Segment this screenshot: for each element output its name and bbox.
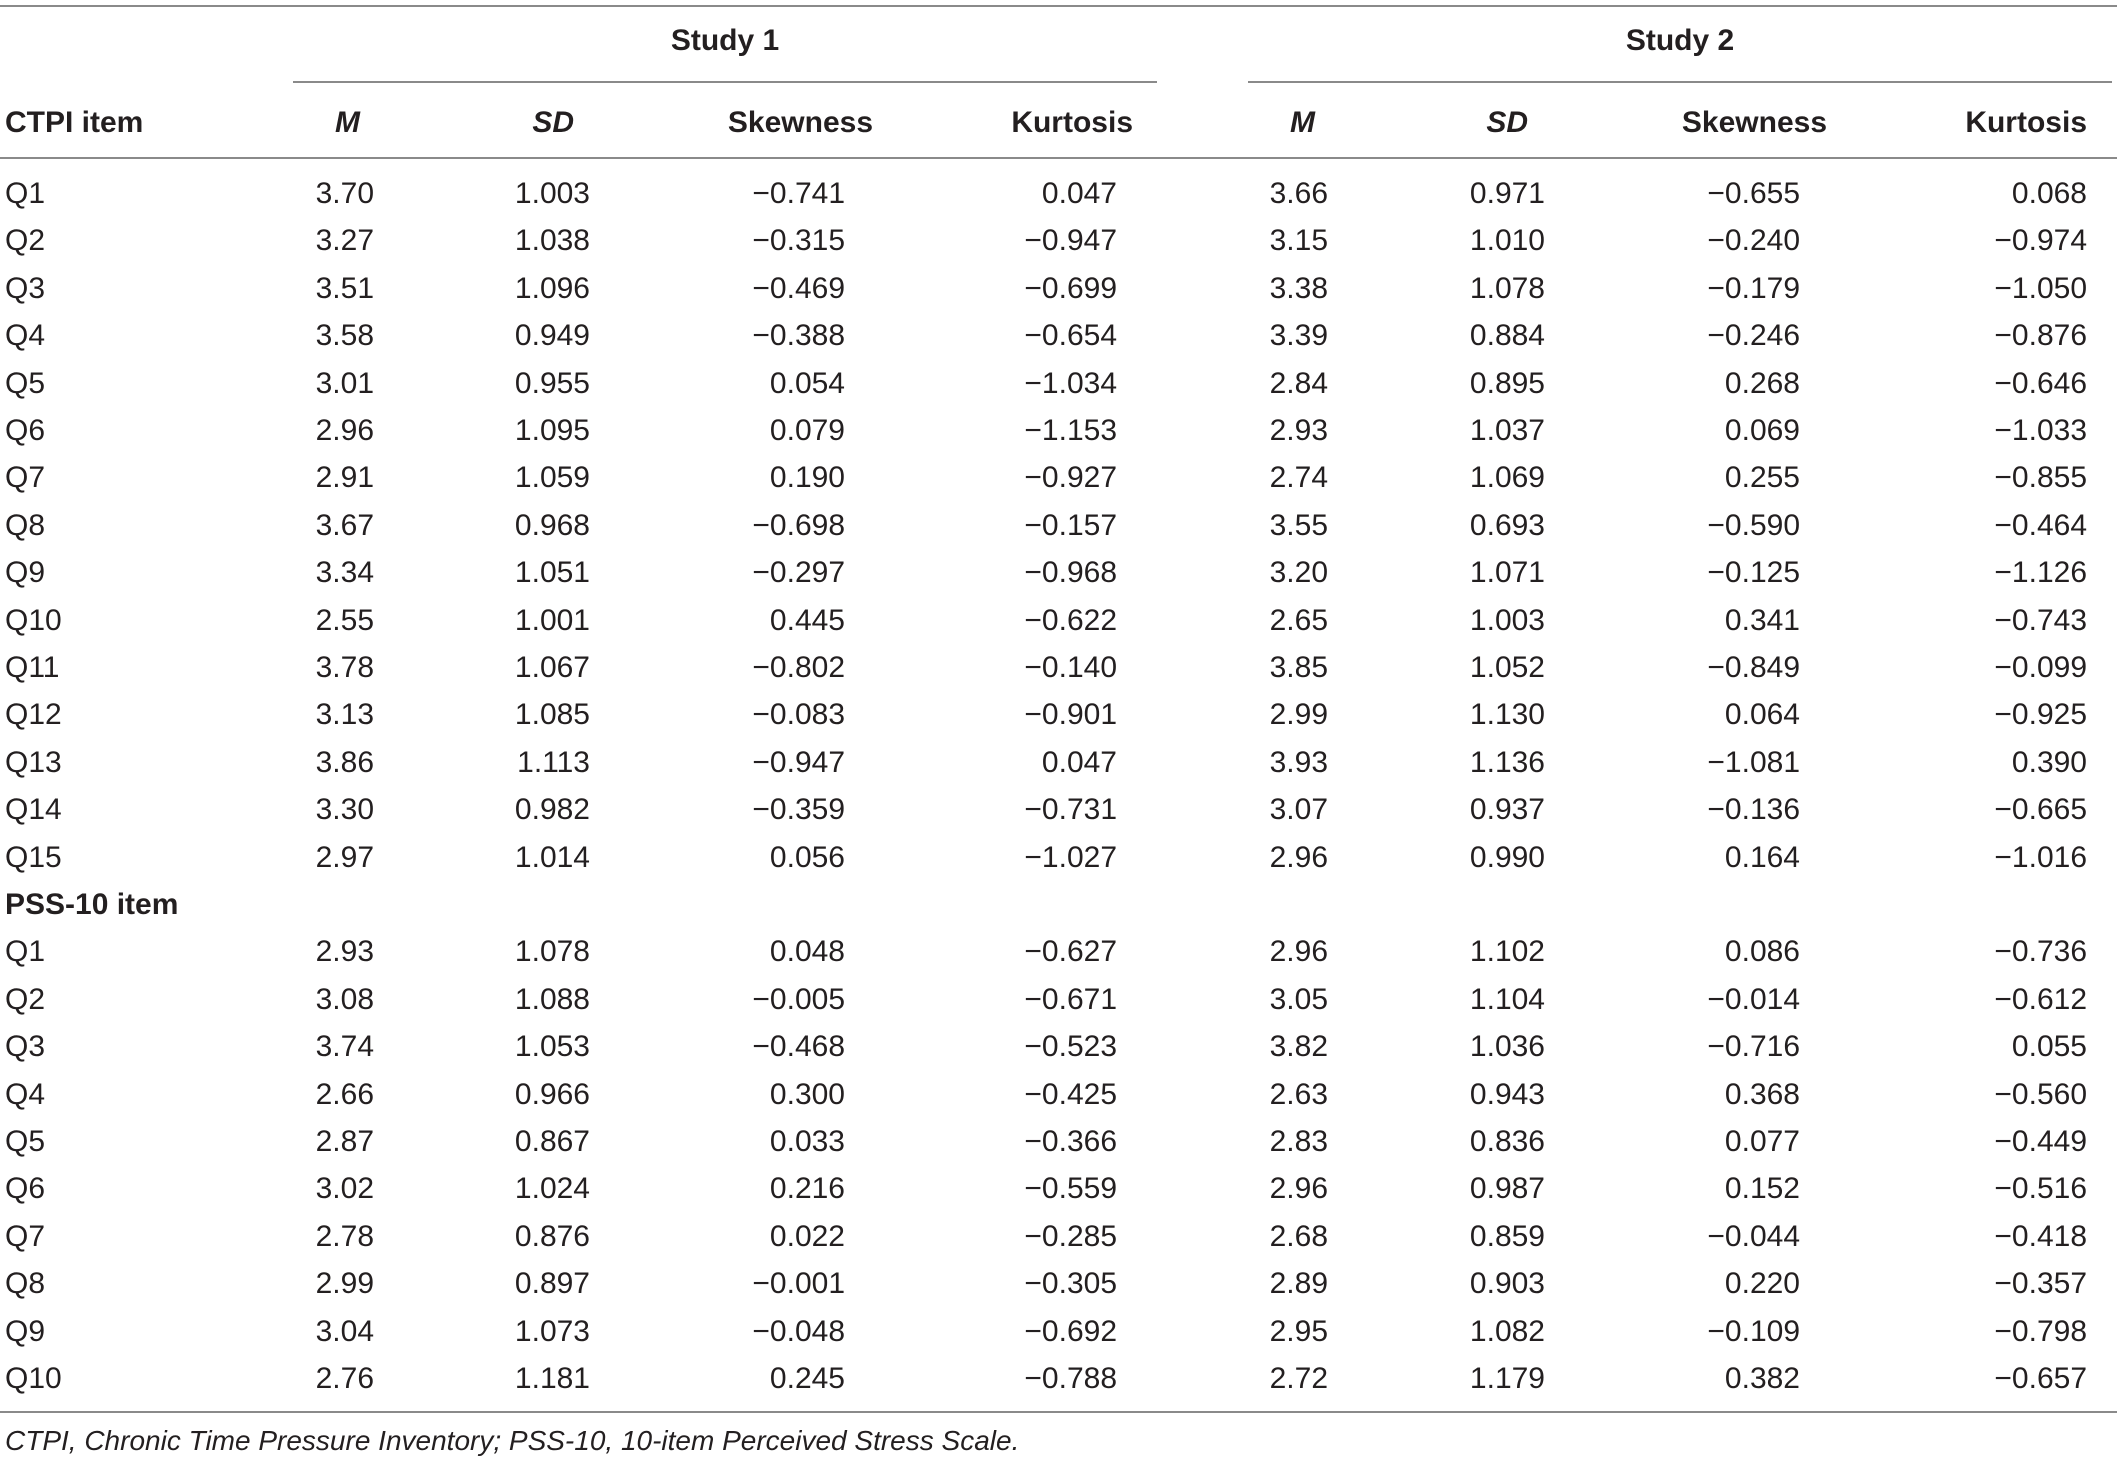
- study-2-sd-cell: 0.895: [1469, 367, 1545, 400]
- study-1-sd-cell: 1.014: [514, 841, 590, 874]
- study-1-skewness-cell: 0.245: [769, 1362, 845, 1395]
- study-1-sd-cell: 1.095: [514, 414, 590, 447]
- study-1-m-cell: 3.08: [315, 983, 374, 1016]
- row-item-label: Q10: [5, 604, 62, 637]
- study-1-sd-cell: 1.059: [514, 461, 590, 494]
- study-1-skewness-cell: −0.005: [752, 983, 845, 1016]
- study-1-sd-cell: 0.968: [514, 509, 590, 542]
- study-2-kurtosis-cell: −0.657: [1994, 1362, 2087, 1395]
- study-2-kurtosis-cell: −0.612: [1994, 983, 2087, 1016]
- row-item-label: Q7: [5, 1220, 46, 1253]
- study-1-skewness-cell: −0.947: [752, 746, 845, 779]
- study-1-skewness-cell: −0.083: [752, 698, 845, 731]
- study-1-sd-cell: 1.001: [514, 604, 590, 637]
- section-label: PSS-10 item: [5, 888, 179, 921]
- study-1-skewness-cell: 0.190: [769, 461, 845, 494]
- study-2-skewness-cell: 0.382: [1724, 1362, 1800, 1395]
- row-item-label: Q2: [5, 224, 46, 257]
- study-2-sd-cell: 1.037: [1469, 414, 1545, 447]
- study-1-m-cell: 3.86: [315, 746, 374, 779]
- study-2-skewness-cell: −0.240: [1707, 224, 1800, 257]
- row-item-label: Q6: [5, 1172, 46, 1205]
- study-2-kurtosis-cell: −0.665: [1994, 793, 2087, 826]
- study-2-skewness-cell: 0.086: [1724, 935, 1800, 968]
- study-1-skewness-cell: 0.079: [769, 414, 845, 447]
- study-1-m-cell: 3.30: [315, 793, 374, 826]
- study-2-m-cell: 2.68: [1269, 1220, 1328, 1253]
- study-1-sd-cell: 0.867: [514, 1125, 590, 1158]
- study-2-sd-cell: 1.078: [1469, 272, 1545, 305]
- study-2-kurtosis-cell: −0.099: [1994, 651, 2087, 684]
- row-item-label: Q6: [5, 414, 46, 447]
- study-1-skewness-cell: 0.056: [769, 841, 845, 874]
- study-1-skewness-cell: −0.469: [752, 272, 845, 305]
- study-1-skewness-cell: 0.300: [769, 1078, 845, 1111]
- s2-kurtosis-header: Kurtosis: [1965, 106, 2087, 139]
- row-item-label: Q4: [5, 319, 46, 352]
- study-2-sd-cell: 1.130: [1469, 698, 1545, 731]
- study-1-skewness-cell: 0.445: [769, 604, 845, 637]
- study-2-m-cell: 3.39: [1269, 319, 1328, 352]
- study-2-kurtosis-cell: −0.560: [1994, 1078, 2087, 1111]
- row-item-label: Q8: [5, 509, 46, 542]
- study-1-m-cell: 3.27: [315, 224, 374, 257]
- study-1-skewness-cell: −0.468: [752, 1030, 845, 1063]
- row-item-label: Q15: [5, 841, 62, 874]
- study-1-m-cell: 3.58: [315, 319, 374, 352]
- study-2-skewness-cell: −0.179: [1707, 272, 1800, 305]
- study-1-skewness-cell: −0.048: [752, 1315, 845, 1348]
- study-2-m-cell: 2.96: [1269, 935, 1328, 968]
- study-1-m-cell: 2.93: [315, 935, 374, 968]
- study-2-m-cell: 2.72: [1269, 1362, 1328, 1395]
- study-2-skewness-cell: −0.125: [1707, 556, 1800, 589]
- table-footnote: CTPI, Chronic Time Pressure Inventory; PSS-10, 10-item Perceived Stress Scale.: [5, 1425, 1020, 1456]
- study-1-m-cell: 2.55: [315, 604, 374, 637]
- study-2-m-cell: 2.96: [1269, 1172, 1328, 1205]
- row-item-label: Q3: [5, 1030, 46, 1063]
- study-2-kurtosis-cell: −0.743: [1994, 604, 2087, 637]
- study-1-sd-cell: 0.876: [514, 1220, 590, 1253]
- row-item-label: Q5: [5, 1125, 46, 1158]
- study-2-sd-cell: 1.036: [1469, 1030, 1545, 1063]
- study-2-skewness-cell: −0.246: [1707, 319, 1800, 352]
- study-2-sd-cell: 0.836: [1469, 1125, 1545, 1158]
- study-2-sd-cell: 0.971: [1469, 177, 1545, 210]
- study-2-kurtosis-cell: −0.357: [1994, 1267, 2087, 1300]
- row-item-label: Q9: [5, 1315, 46, 1348]
- study-1-m-cell: 2.96: [315, 414, 374, 447]
- row-item-label: Q12: [5, 698, 62, 731]
- study-2-kurtosis-cell: 0.055: [2011, 1030, 2087, 1063]
- study-1-skewness-cell: 0.216: [769, 1172, 845, 1205]
- study-2-m-cell: 3.15: [1269, 224, 1328, 257]
- study-2-kurtosis-cell: −0.646: [1994, 367, 2087, 400]
- study-1-sd-cell: 1.085: [514, 698, 590, 731]
- study-1-sd-cell: 1.067: [514, 651, 590, 684]
- study-2-kurtosis-cell: −0.464: [1994, 509, 2087, 542]
- study-2-m-cell: 3.38: [1269, 272, 1328, 305]
- study-1-sd-cell: 1.096: [514, 272, 590, 305]
- study-2-kurtosis-cell: −0.855: [1994, 461, 2087, 494]
- study-1-m-cell: 2.66: [315, 1078, 374, 1111]
- study-1-kurtosis-cell: −1.027: [1024, 841, 1117, 874]
- study-2-sd-cell: 0.943: [1469, 1078, 1545, 1111]
- s1-skewness-header: Skewness: [727, 106, 873, 139]
- study-1-kurtosis-cell: −0.788: [1024, 1362, 1117, 1395]
- study-1-kurtosis-cell: −0.654: [1024, 319, 1117, 352]
- study-1-skewness-cell: 0.022: [769, 1220, 845, 1253]
- group-header-study-2: Study 2: [1625, 24, 1735, 57]
- study-2-m-cell: 2.89: [1269, 1267, 1328, 1300]
- study-2-sd-cell: 1.052: [1469, 651, 1545, 684]
- row-item-label: Q1: [5, 177, 46, 210]
- study-1-sd-cell: 0.897: [514, 1267, 590, 1300]
- study-1-m-cell: 3.78: [315, 651, 374, 684]
- study-2-kurtosis-cell: −0.449: [1994, 1125, 2087, 1158]
- study-1-m-cell: 2.97: [315, 841, 374, 874]
- study-1-kurtosis-cell: −0.692: [1024, 1315, 1117, 1348]
- s2-sd-header: SD: [1486, 106, 1528, 139]
- study-1-skewness-cell: 0.033: [769, 1125, 845, 1158]
- study-2-kurtosis-cell: −1.016: [1994, 841, 2087, 874]
- study-2-m-cell: 3.55: [1269, 509, 1328, 542]
- study-2-m-cell: 3.05: [1269, 983, 1328, 1016]
- study-2-skewness-cell: 0.164: [1724, 841, 1800, 874]
- study-1-sd-cell: 1.113: [517, 746, 590, 779]
- study-2-skewness-cell: 0.077: [1724, 1125, 1800, 1158]
- study-2-m-cell: 2.83: [1269, 1125, 1328, 1158]
- study-1-skewness-cell: −0.001: [752, 1267, 845, 1300]
- study-2-sd-cell: 0.987: [1469, 1172, 1545, 1205]
- study-1-sd-cell: 1.038: [514, 224, 590, 257]
- study-2-skewness-cell: −0.014: [1707, 983, 1800, 1016]
- study-1-skewness-cell: −0.802: [752, 651, 845, 684]
- study-2-skewness-cell: −0.136: [1707, 793, 1800, 826]
- study-2-sd-cell: 1.069: [1469, 461, 1545, 494]
- row-item-label: Q1: [5, 935, 46, 968]
- study-1-kurtosis-cell: −1.034: [1024, 367, 1117, 400]
- study-2-m-cell: 2.84: [1269, 367, 1328, 400]
- row-item-label: Q9: [5, 556, 46, 589]
- study-2-skewness-cell: 0.268: [1724, 367, 1800, 400]
- study-1-kurtosis-cell: −0.671: [1024, 983, 1117, 1016]
- study-1-kurtosis-cell: −0.157: [1024, 509, 1117, 542]
- study-1-m-cell: 2.87: [315, 1125, 374, 1158]
- study-1-m-cell: 3.67: [315, 509, 374, 542]
- study-2-sd-cell: 1.104: [1469, 983, 1545, 1016]
- study-2-skewness-cell: −0.109: [1707, 1315, 1800, 1348]
- s1-sd-header: SD: [532, 106, 574, 139]
- row-item-label: Q14: [5, 793, 62, 826]
- study-2-skewness-cell: 0.152: [1724, 1172, 1800, 1205]
- study-1-m-cell: 2.91: [315, 461, 374, 494]
- study-2-m-cell: 2.63: [1269, 1078, 1328, 1111]
- study-1-sd-cell: 1.078: [514, 935, 590, 968]
- study-1-skewness-cell: −0.359: [752, 793, 845, 826]
- study-1-kurtosis-cell: −0.523: [1024, 1030, 1117, 1063]
- study-2-sd-cell: 1.071: [1469, 556, 1545, 589]
- study-1-kurtosis-cell: −0.627: [1024, 935, 1117, 968]
- study-1-sd-cell: 1.003: [514, 177, 590, 210]
- study-2-kurtosis-cell: −1.050: [1994, 272, 2087, 305]
- study-1-sd-cell: 1.051: [514, 556, 590, 589]
- study-2-skewness-cell: −0.590: [1707, 509, 1800, 542]
- study-1-skewness-cell: −0.388: [752, 319, 845, 352]
- study-1-skewness-cell: −0.741: [752, 177, 845, 210]
- study-2-m-cell: 3.93: [1269, 746, 1328, 779]
- row-item-label: Q10: [5, 1362, 62, 1395]
- study-2-skewness-cell: 0.220: [1724, 1267, 1800, 1300]
- study-2-m-cell: 2.96: [1269, 841, 1328, 874]
- study-2-sd-cell: 1.179: [1469, 1362, 1545, 1395]
- study-2-skewness-cell: 0.064: [1724, 698, 1800, 731]
- study-1-m-cell: 2.78: [315, 1220, 374, 1253]
- row-item-label: Q13: [5, 746, 62, 779]
- row-item-label: Q4: [5, 1078, 46, 1111]
- study-2-sd-cell: 0.693: [1469, 509, 1545, 542]
- top-rule: [0, 5, 2117, 7]
- study-1-kurtosis-cell: −0.140: [1024, 651, 1117, 684]
- item-column-header: CTPI item: [5, 106, 144, 139]
- study-1-kurtosis-cell: −0.901: [1024, 698, 1117, 731]
- study-2-kurtosis-cell: 0.390: [2011, 746, 2087, 779]
- row-item-label: Q11: [5, 651, 60, 684]
- study-2-sd-cell: 1.010: [1469, 224, 1545, 257]
- study-2-skewness-cell: 0.341: [1724, 604, 1800, 637]
- study-2-m-cell: 3.82: [1269, 1030, 1328, 1063]
- study-1-m-cell: 3.34: [315, 556, 374, 589]
- study-2-sd-cell: 0.859: [1469, 1220, 1545, 1253]
- study-2-m-cell: 2.93: [1269, 414, 1328, 447]
- study-1-skewness-cell: 0.054: [769, 367, 845, 400]
- study-2-kurtosis-cell: −0.974: [1994, 224, 2087, 257]
- row-item-label: Q7: [5, 461, 46, 494]
- study-1-skewness-cell: 0.048: [769, 935, 845, 968]
- study-2-skewness-cell: 0.368: [1724, 1078, 1800, 1111]
- s2-m-header: M: [1290, 106, 1315, 139]
- study-1-sd-cell: 0.955: [514, 367, 590, 400]
- study-1-kurtosis-cell: −0.559: [1024, 1172, 1117, 1205]
- study-2-m-cell: 2.99: [1269, 698, 1328, 731]
- study-2-skewness-cell: −1.081: [1707, 746, 1800, 779]
- study-1-sd-cell: 1.073: [514, 1315, 590, 1348]
- study-2-m-cell: 3.66: [1269, 177, 1328, 210]
- study-2-m-cell: 2.65: [1269, 604, 1328, 637]
- study-1-m-cell: 2.99: [315, 1267, 374, 1300]
- row-item-label: Q3: [5, 272, 46, 305]
- study-2-sd-cell: 1.003: [1469, 604, 1545, 637]
- study-1-sd-cell: 0.966: [514, 1078, 590, 1111]
- header-bottom-rule: [0, 157, 2117, 159]
- s2-skewness-header: Skewness: [1681, 106, 1827, 139]
- study-1-sd-cell: 1.053: [514, 1030, 590, 1063]
- study-1-kurtosis-cell: −0.285: [1024, 1220, 1117, 1253]
- study-1-m-cell: 3.13: [315, 698, 374, 731]
- study-1-kurtosis-cell: 0.047: [1041, 177, 1117, 210]
- study-2-sd-cell: 0.990: [1469, 841, 1545, 874]
- study-2-sd-cell: 0.884: [1469, 319, 1545, 352]
- study-1-kurtosis-cell: −0.699: [1024, 272, 1117, 305]
- study-2-kurtosis-cell: 0.068: [2011, 177, 2087, 210]
- study-2-kurtosis-cell: −1.126: [1994, 556, 2087, 589]
- study-2-kurtosis-cell: −0.418: [1994, 1220, 2087, 1253]
- study-1-sd-cell: 0.949: [514, 319, 590, 352]
- study-1-sd-cell: 0.982: [514, 793, 590, 826]
- study-1-kurtosis-cell: −0.622: [1024, 604, 1117, 637]
- study-2-skewness-cell: −0.655: [1707, 177, 1800, 210]
- study-1-m-cell: 3.02: [315, 1172, 374, 1205]
- study-2-m-cell: 2.95: [1269, 1315, 1328, 1348]
- study-2-m-cell: 3.85: [1269, 651, 1328, 684]
- s1-kurtosis-header: Kurtosis: [1011, 106, 1133, 139]
- study-1-kurtosis-cell: −0.305: [1024, 1267, 1117, 1300]
- study-1-kurtosis-cell: −0.425: [1024, 1078, 1117, 1111]
- study-2-sd-cell: 1.136: [1469, 746, 1545, 779]
- study-1-m-cell: 3.51: [315, 272, 374, 305]
- study-1-kurtosis-cell: 0.047: [1041, 746, 1117, 779]
- study-2-m-cell: 3.20: [1269, 556, 1328, 589]
- study-2-sd-cell: 0.937: [1469, 793, 1545, 826]
- study-1-skewness-cell: −0.297: [752, 556, 845, 589]
- study-1-m-cell: 2.76: [315, 1362, 374, 1395]
- group-header-study-1: Study 1: [670, 24, 780, 57]
- study-2-kurtosis-cell: −0.798: [1994, 1315, 2087, 1348]
- study-2-skewness-cell: 0.069: [1724, 414, 1800, 447]
- study-2-skewness-cell: −0.044: [1707, 1220, 1800, 1253]
- study-2-kurtosis-cell: −0.876: [1994, 319, 2087, 352]
- study-1-skewness-cell: −0.698: [752, 509, 845, 542]
- study-1-kurtosis-cell: −0.927: [1024, 461, 1117, 494]
- study-1-sd-cell: 1.024: [514, 1172, 590, 1205]
- row-item-label: Q5: [5, 367, 46, 400]
- study-2-m-cell: 2.74: [1269, 461, 1328, 494]
- row-item-label: Q2: [5, 983, 46, 1016]
- study-1-m-cell: 3.74: [315, 1030, 374, 1063]
- study-2-kurtosis-cell: −1.033: [1994, 414, 2087, 447]
- study-1-sd-cell: 1.181: [514, 1362, 590, 1395]
- study-1-kurtosis-cell: −0.947: [1024, 224, 1117, 257]
- study-2-m-cell: 3.07: [1269, 793, 1328, 826]
- study-2-sd-cell: 1.082: [1469, 1315, 1545, 1348]
- study-2-skewness-cell: −0.716: [1707, 1030, 1800, 1063]
- study-2-kurtosis-cell: −0.516: [1994, 1172, 2087, 1205]
- study-1-kurtosis-cell: −1.153: [1024, 414, 1117, 447]
- study-2-underline: [1248, 81, 2112, 83]
- study-1-m-cell: 3.70: [315, 177, 374, 210]
- study-2-skewness-cell: 0.255: [1724, 461, 1800, 494]
- study-1-kurtosis-cell: −0.968: [1024, 556, 1117, 589]
- study-2-skewness-cell: −0.849: [1707, 651, 1800, 684]
- s1-m-header: M: [335, 106, 360, 139]
- bottom-rule: [0, 1411, 2117, 1413]
- study-1-m-cell: 3.01: [315, 367, 374, 400]
- row-item-label: Q8: [5, 1267, 46, 1300]
- study-1-kurtosis-cell: −0.366: [1024, 1125, 1117, 1158]
- study-1-skewness-cell: −0.315: [752, 224, 845, 257]
- study-2-kurtosis-cell: −0.925: [1994, 698, 2087, 731]
- study-2-kurtosis-cell: −0.736: [1994, 935, 2087, 968]
- study-2-sd-cell: 1.102: [1469, 935, 1545, 968]
- study-1-underline: [293, 81, 1157, 83]
- study-1-kurtosis-cell: −0.731: [1024, 793, 1117, 826]
- study-1-sd-cell: 1.088: [514, 983, 590, 1016]
- study-2-sd-cell: 0.903: [1469, 1267, 1545, 1300]
- study-1-m-cell: 3.04: [315, 1315, 374, 1348]
